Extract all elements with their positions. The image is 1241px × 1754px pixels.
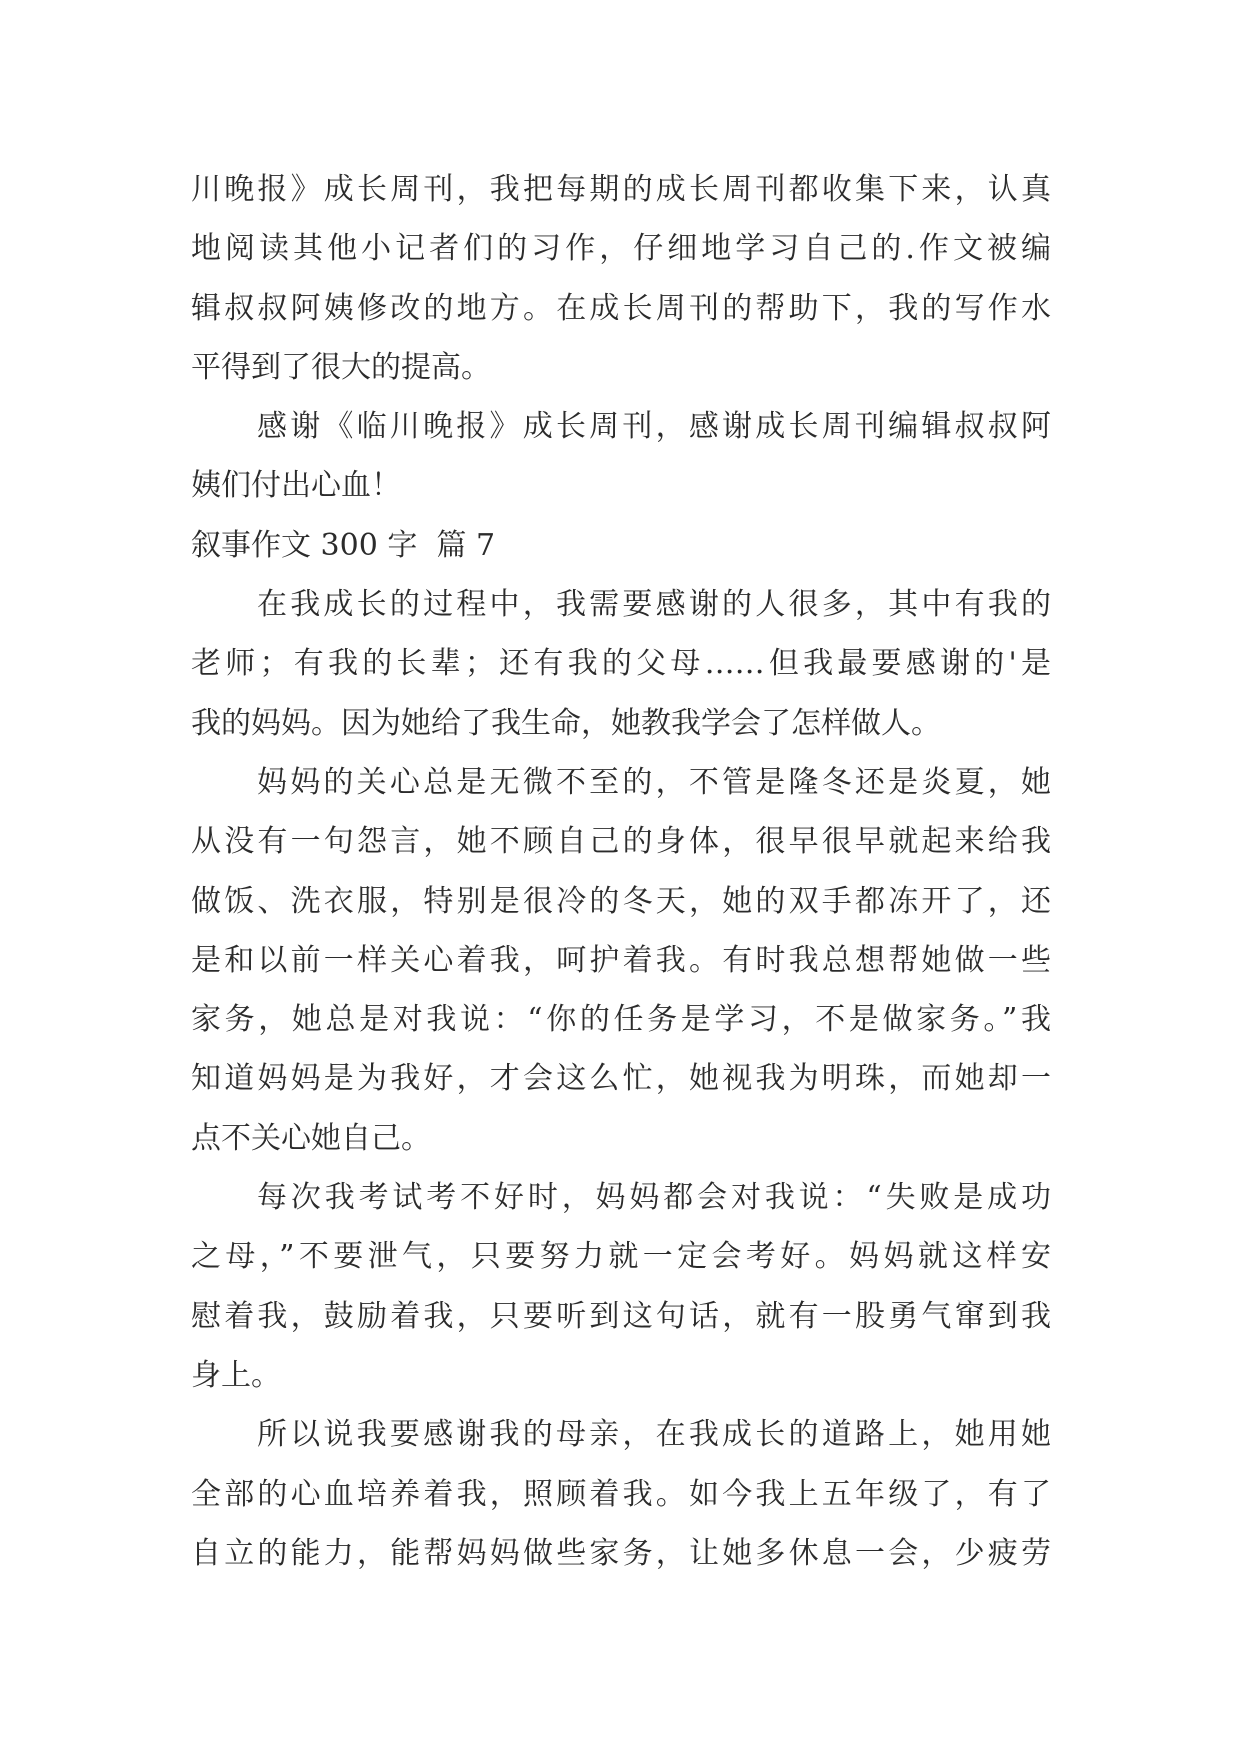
text-line: 做饭、洗衣服，特别是很冷的冬天，她的双手都冻开了，还 xyxy=(191,883,1051,919)
paragraph-first-line: 在我成长的过程中，我需要感谢的人很多，其中有我的 xyxy=(257,587,1051,623)
text-line: 知道妈妈是为我好，才会这么忙，她视我为明珠，而她却一 xyxy=(191,1061,1051,1097)
paragraph-first-line: 感谢《临川晚报》成长周刊，感谢成长周刊编辑叔叔阿 xyxy=(257,409,1051,445)
paragraph-first-line: 所以说我要感谢我的母亲，在我成长的道路上，她用她 xyxy=(257,1417,1051,1453)
text-line: 平得到了很大的提高。 xyxy=(191,349,491,385)
text-line: 姨们付出心血！ xyxy=(191,468,401,504)
text-line: 老师；有我的长辈；还有我的父母……但我最要感谢的'是 xyxy=(191,646,1051,682)
text-line: 地阅读其他小记者们的习作，仔细地学习自己的.作文被编 xyxy=(191,231,1051,267)
text-line: 家务，她总是对我说：“你的任务是学习，不是做家务。”我 xyxy=(191,1002,1051,1038)
text-line: 之母，”不要泄气，只要努力就一定会考好。妈妈就这样安 xyxy=(191,1239,1051,1275)
text-line: 我的妈妈。因为她给了我生命，她教我学会了怎样做人。 xyxy=(191,705,941,741)
text-line: 辑叔叔阿姨修改的地方。在成长周刊的帮助下，我的写作水 xyxy=(191,290,1051,326)
paragraph-first-line: 每次我考试考不好时，妈妈都会对我说：“失败是成功 xyxy=(257,1180,1051,1216)
text-line: 身上。 xyxy=(191,1357,281,1393)
text-line: 从没有一句怨言，她不顾自己的身体，很早很早就起来给我 xyxy=(191,824,1051,860)
text-line: 自立的能力，能帮妈妈做些家务，让她多休息一会，少疲劳 xyxy=(191,1535,1051,1571)
text-line: 全部的心血培养着我，照顾着我。如今我上五年级了，有了 xyxy=(191,1476,1051,1512)
text-line: 是和以前一样关心着我，呵护着我。有时我总想帮她做一些 xyxy=(191,942,1051,978)
text-line: 川晚报》成长周刊，我把每期的成长周刊都收集下来，认真 xyxy=(191,172,1051,207)
section-heading: 叙事作文 300 字 篇 7 xyxy=(191,527,496,563)
text-line: 慰着我，鼓励着我，只要听到这句话，就有一股勇气窜到我 xyxy=(191,1298,1051,1334)
text-line: 点不关心她自己。 xyxy=(191,1120,431,1156)
article-body xyxy=(191,160,1051,1583)
paragraph-first-line: 妈妈的关心总是无微不至的，不管是隆冬还是炎夏，她 xyxy=(257,764,1051,800)
